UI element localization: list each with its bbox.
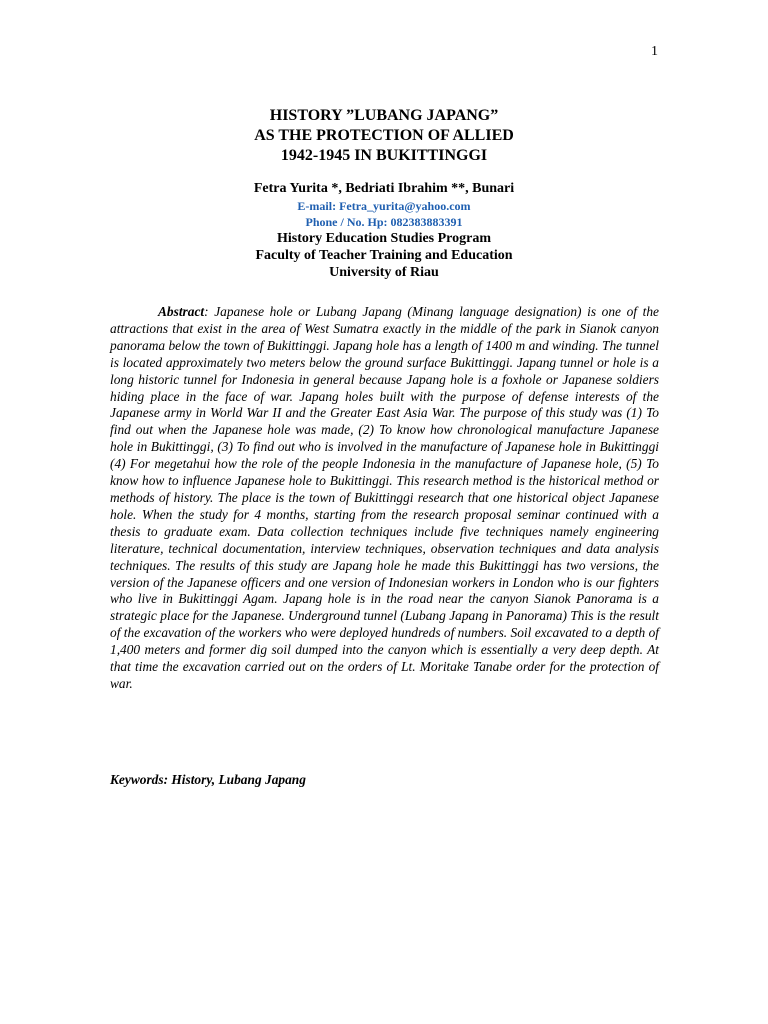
- university-name: University of Riau: [329, 265, 439, 280]
- title-line-2: AS THE PROTECTION OF ALLIED: [254, 127, 514, 144]
- abstract-paragraph: [110, 304, 659, 693]
- title-line-1: HISTORY ”LUBANG JAPANG”: [269, 107, 499, 124]
- page-number: 1: [651, 44, 658, 59]
- paper-title: [0, 106, 768, 166]
- email-text: E-mail: Fetra_yurita@yahoo.com: [297, 199, 471, 213]
- author-block: [0, 180, 768, 281]
- phone-text: Phone / No. Hp: 082383883391: [305, 215, 463, 229]
- title-line-3: 1942-1945 IN BUKITTINGGI: [280, 147, 488, 164]
- abstract-label: Abstract: [158, 304, 205, 319]
- program-name: History Education Studies Program: [276, 231, 492, 246]
- author-list: Fetra Yurita *, Bedriati Ibrahim **, Bunari: [253, 181, 515, 196]
- faculty-name: Faculty of Teacher Training and Education: [255, 248, 513, 263]
- keywords: Keywords: History, Lubang Japang: [110, 772, 306, 787]
- abstract-text: : Japanese hole or Lubang Japang (Minang language designation) is one of the attractions that exist in the area of West Sumatra exactly in the middle of the park in Sianok canyon panorama below the town of Bukittinggi. Japang hole has a length of 1400 m and winding. The tunnel is located approximately two meters below the ground surface Bukittinggi. Japang tunnel or hole is a long historic tunnel for Indonesia in general because Japang hole is a foxhole or Japanese soldiers hiding place in the face of war. Japang holes built with the purpose of defense interests of the Japanese army in World War II and the Greater East Asia War. The purpose of this study was (1) To find out when the Japanese hole was made, (2) To know how chronological manufacture Japanese hole in Bukittinggi, (3) To find out who is involved in the manufacture of Japanese hole in Bukittinggi (4) For megetahui how the role of the people Indonesia in the manufacture of Japanese hole, (5) To know how to influence Japanese hole to Bukittinggi. This research method is the historical method or methods of history. The place is the town of Bukittinggi research that one historical object Japanese hole. When the study for 4 months, starting from the research proposal seminar continued with a thesis to graduate exam. Data collection techniques include five techniques namely engineering literature, technical documentation, interview techniques, observation techniques and data analysis techniques. The results of this study are Japang hole he made this Bukittinggi has two versions, the version of the Japanese officers and one version of Indonesian workers in London who is our fighters who live in Bukittinggi Agam. Japang hole is in the road near the canyon Sianok Panorama is a strategic place for the Japanese. Underground tunnel (Lubang Japang in Panorama) This is the result of the excavation of the workers who were deployed hundreds of numbers. Soil excavated to a depth of 1,400 meters and former dig soil dumped into the canyon which is essentially a very deep depth. At that time the excavation carried out on the orders of Lt. Moritake Tanabe order for the protection of war.: [110, 304, 659, 691]
